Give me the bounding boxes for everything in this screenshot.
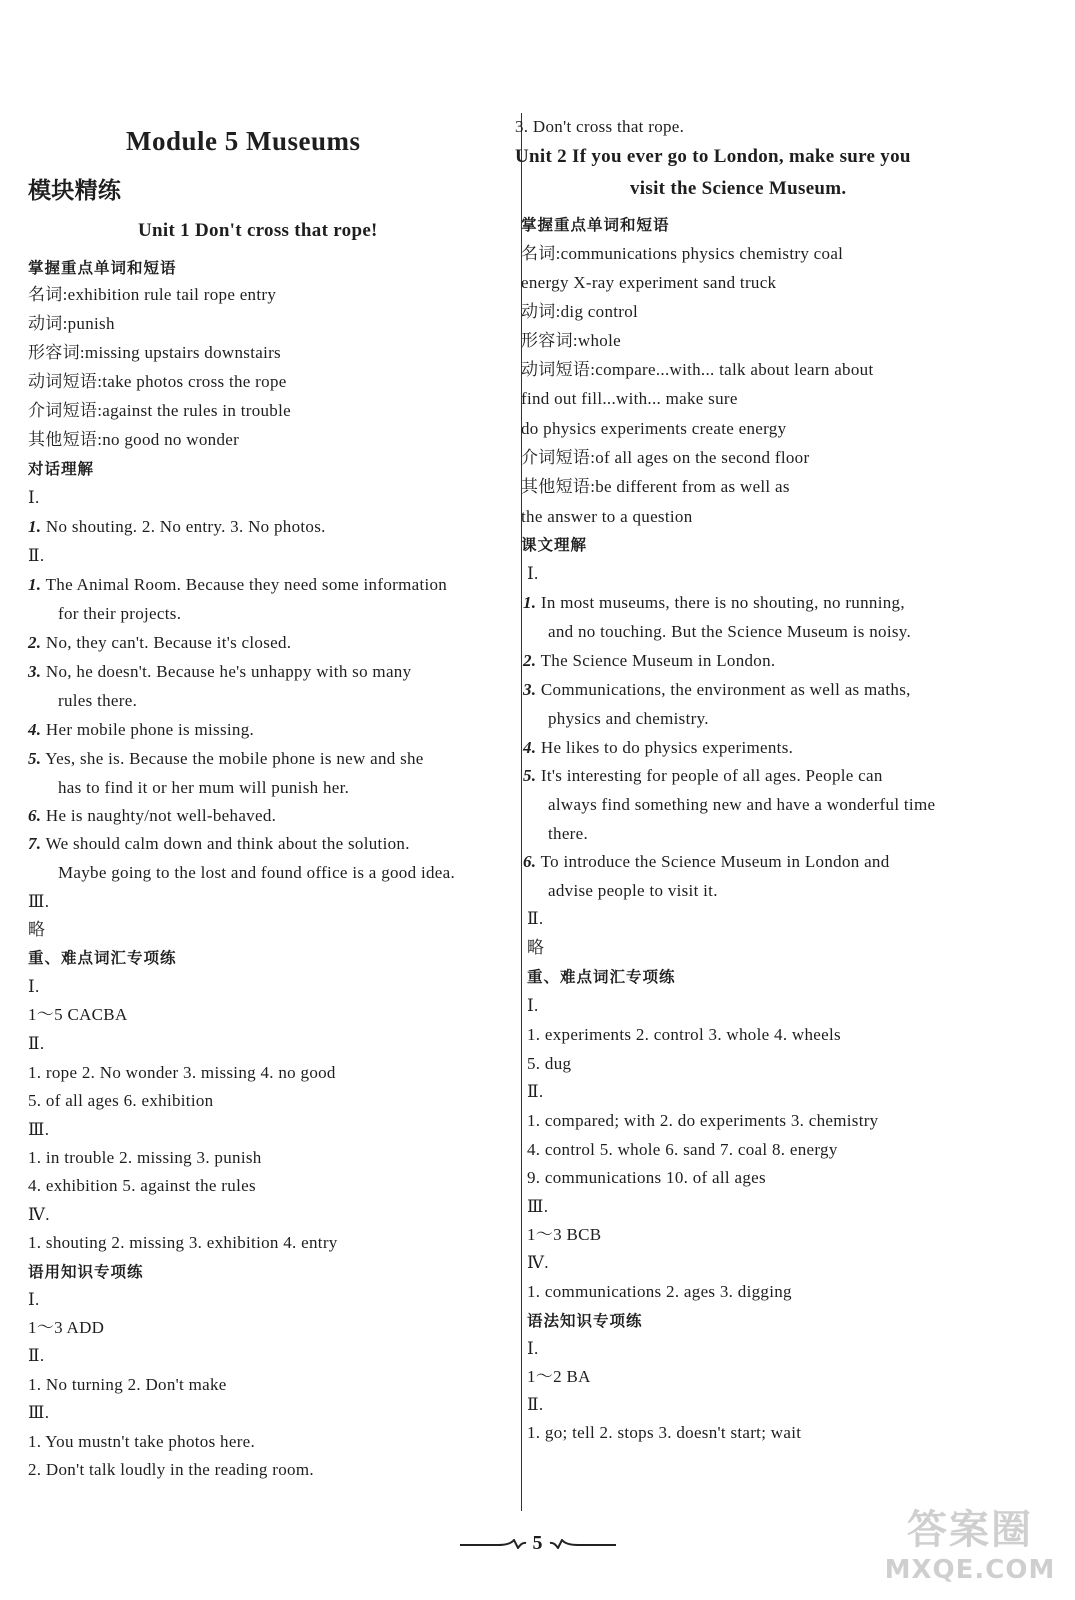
roman-numeral: Ⅳ.: [527, 1253, 549, 1272]
answer-line: 1. shouting 2. missing 3. exhibition 4. entry: [28, 1233, 338, 1252]
vocab-line: 名词:communications physics chemistry coal: [521, 244, 844, 263]
keyvocab-heading: 重、难点词汇专项练: [527, 968, 676, 986]
unit2-title: Unit 2 If you ever go to London, make sure you: [515, 146, 911, 167]
section-main-title: 模块精练: [28, 178, 122, 204]
question-answer: 3. No, he doesn't. Because he's unhappy with so many: [28, 662, 412, 681]
watermark-text: 答案圈: [907, 1507, 1033, 1553]
answer-line: 1～3 ADD: [28, 1318, 105, 1337]
answer-line: 2. Don't talk loudly in the reading room.: [28, 1460, 314, 1479]
question-answer: 1. The Animal Room. Because they need some information: [28, 575, 448, 594]
roman-numeral: Ⅲ.: [28, 1120, 50, 1139]
answer-line: 1. experiments 2. control 3. whole 4. wheels: [527, 1025, 841, 1044]
answer-line: 1. go; tell 2. stops 3. doesn't start; wait: [527, 1423, 802, 1442]
answer-line: 5. dug: [527, 1054, 572, 1073]
question-answer-cont: always find something new and have a wonderful time: [548, 795, 936, 814]
question-answer: 7. We should calm down and think about the solution.: [28, 834, 410, 853]
roman-numeral: Ⅲ.: [28, 1403, 50, 1422]
answer-line: 1. communications 2. ages 3. digging: [527, 1282, 792, 1301]
answer-line: 3. Don't cross that rope.: [515, 117, 685, 136]
question-answer: 5. Yes, she is. Because the mobile phone is new and she: [28, 749, 424, 768]
answer-line: 1. No shouting. 2. No entry. 3. No photos.: [28, 517, 326, 536]
roman-numeral: Ⅲ.: [527, 1197, 549, 1216]
roman-numeral: Ⅰ.: [527, 1339, 539, 1358]
answer-line: 1～3 BCB: [527, 1225, 602, 1244]
roman-numeral: Ⅰ.: [527, 564, 539, 583]
roman-numeral: Ⅱ.: [527, 1082, 544, 1101]
vocab-line: 形容词:missing upstairs downstairs: [28, 343, 281, 362]
question-answer-cont: and no touching. But the Science Museum is noisy.: [548, 622, 912, 641]
vocab-line: 形容词:whole: [521, 331, 621, 350]
question-answer-cont: has to find it or her mum will punish her.: [58, 778, 350, 797]
page-number: 5: [532, 1532, 543, 1554]
answer-line: 1～5 CACBA: [28, 1005, 128, 1024]
vocab-line: 动词:dig control: [521, 302, 639, 321]
question-answer: 4. Her mobile phone is missing.: [28, 720, 255, 739]
roman-numeral: Ⅰ.: [28, 977, 40, 996]
vocab-heading: 掌握重点单词和短语: [28, 259, 177, 277]
roman-numeral: Ⅱ.: [527, 909, 544, 928]
module-title: Module 5 Museums: [126, 126, 361, 156]
watermark-url: MXQE.COM: [884, 1555, 1056, 1585]
question-answer-cont: Maybe going to the lost and found office is a good idea.: [58, 863, 456, 882]
answer-line: 4. exhibition 5. against the rules: [28, 1176, 256, 1195]
answer-line: 1. You mustn't take photos here.: [28, 1432, 256, 1451]
vocab-line: 动词:punish: [28, 314, 115, 333]
text-heading: 课文理解: [521, 536, 588, 554]
question-answer: 1. In most museums, there is no shouting, no running,: [523, 593, 905, 612]
answer-line: 1. rope 2. No wonder 3. missing 4. no good: [28, 1063, 336, 1082]
unit2-title-cont: visit the Science Museum.: [630, 178, 847, 199]
grammar-heading: 语法知识专项练: [527, 1312, 643, 1330]
roman-numeral: Ⅳ.: [28, 1205, 50, 1224]
omitted-mark: 略: [527, 938, 545, 957]
answer-line: 4. control 5. whole 6. sand 7. coal 8. energy: [527, 1140, 838, 1159]
answer-line: 1～2 BA: [527, 1367, 591, 1386]
vocab-line: 动词短语:compare...with... talk about learn about: [521, 360, 874, 379]
question-answer: 3. Communications, the environment as well as maths,: [523, 680, 911, 699]
roman-numeral: Ⅰ.: [527, 996, 539, 1015]
vocab-line: 其他短语:be different from as well as: [521, 477, 790, 496]
answer-text: No shouting. 2. No entry. 3. No photos.: [45, 517, 326, 536]
dialogue-heading: 对话理解: [28, 460, 95, 478]
question-answer: 2. No, they can't. Because it's closed.: [28, 633, 292, 652]
answer-line: 9. communications 10. of all ages: [527, 1168, 766, 1187]
answer-line: 1. in trouble 2. missing 3. punish: [28, 1148, 262, 1167]
vocab-heading: 掌握重点单词和短语: [521, 216, 670, 234]
vocab-line: energy X-ray experiment sand truck: [521, 273, 777, 292]
unit1-title: Unit 1 Don't cross that rope!: [138, 220, 378, 241]
question-answer-cont: advise people to visit it.: [548, 881, 718, 900]
vocab-line: 其他短语:no good no wonder: [28, 430, 240, 449]
left-ornament-icon: [458, 1539, 528, 1549]
vocab-line: 动词短语:take photos cross the rope: [28, 372, 287, 391]
roman-numeral: Ⅱ.: [28, 546, 45, 565]
roman-numeral: Ⅰ.: [28, 488, 40, 507]
watermark: [880, 1505, 1060, 1595]
vocab-line: find out fill...with... make sure: [521, 389, 738, 408]
answer-line: 5. of all ages 6. exhibition: [28, 1091, 214, 1110]
roman-numeral: Ⅱ.: [28, 1034, 45, 1053]
question-answer-cont: there.: [548, 824, 589, 843]
answer-line: 1. No turning 2. Don't make: [28, 1375, 227, 1394]
question-answer-cont: physics and chemistry.: [548, 709, 709, 728]
roman-numeral: Ⅱ.: [28, 1346, 45, 1365]
right-ornament-icon: [548, 1539, 618, 1549]
keyvocab-heading: 重、难点词汇专项练: [28, 949, 177, 967]
usage-heading: 语用知识专项练: [28, 1263, 144, 1281]
roman-numeral: Ⅰ.: [28, 1290, 40, 1309]
vocab-line: the answer to a question: [521, 507, 693, 526]
roman-numeral: Ⅲ.: [28, 892, 50, 911]
question-answer: 6. He is naughty/not well-behaved.: [28, 806, 277, 825]
vocab-line: 介词短语:of all ages on the second floor: [521, 448, 810, 467]
vocab-line: 介词短语:against the rules in trouble: [28, 401, 291, 420]
vocab-line: do physics experiments create energy: [521, 419, 787, 438]
vocab-line: 名词:exhibition rule tail rope entry: [28, 285, 277, 304]
roman-numeral: Ⅱ.: [527, 1395, 544, 1414]
omitted-mark: 略: [28, 920, 46, 939]
question-answer-cont: rules there.: [58, 691, 138, 710]
question-answer: 6. To introduce the Science Museum in London and: [523, 852, 890, 871]
question-answer: 5. It's interesting for people of all ages. People can: [523, 766, 883, 785]
question-answer-cont: for their projects.: [58, 604, 182, 623]
question-answer: 4. He likes to do physics experiments.: [523, 738, 794, 757]
answer-line: 1. compared; with 2. do experiments 3. chemistry: [527, 1111, 879, 1130]
question-answer: 2. The Science Museum in London.: [523, 651, 776, 670]
